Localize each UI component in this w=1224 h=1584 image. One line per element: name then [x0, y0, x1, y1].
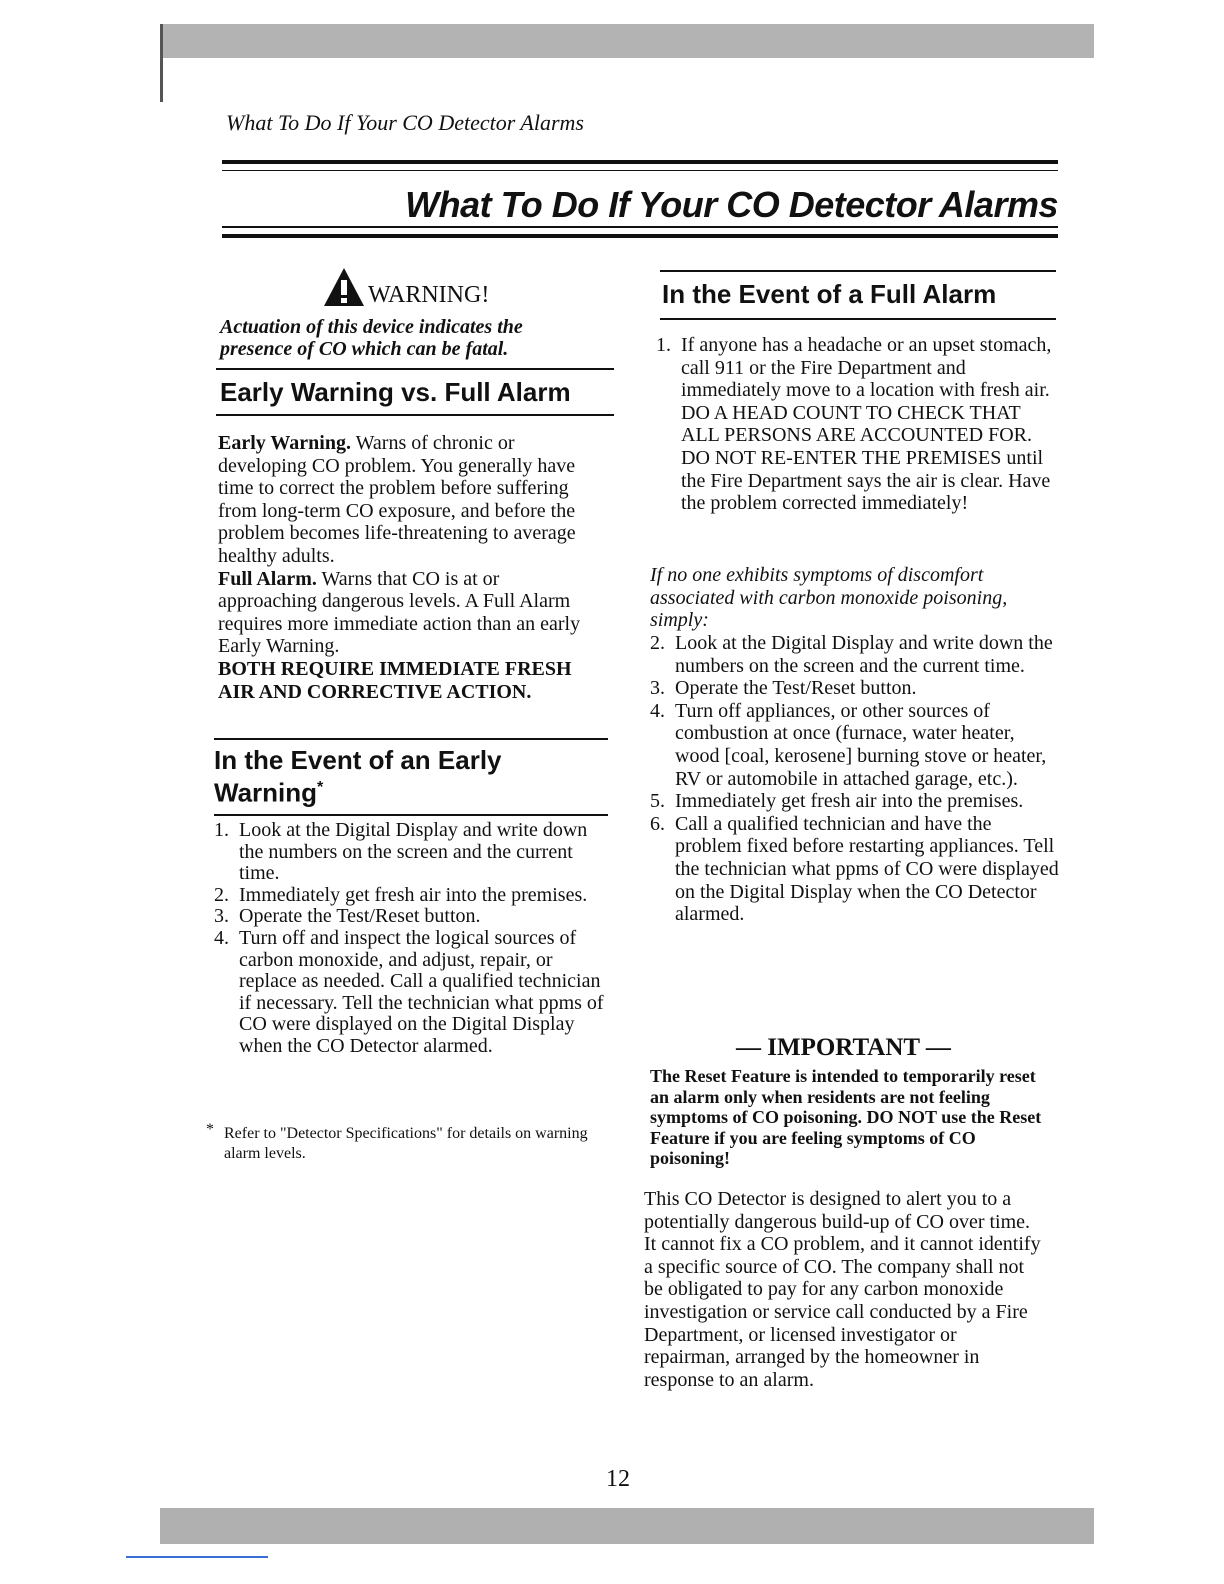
list-item: 2. Look at the Digital Display and write down the numbers on the screen and the current time. — [650, 632, 1053, 677]
title-bottom-rule-thick — [222, 234, 1058, 238]
full-event-bottom-rule — [660, 318, 1056, 320]
title-bottom-rule — [222, 226, 1058, 228]
footnote — [206, 1121, 606, 1164]
list-item: 1. If anyone has a headache or an upset stomach, call 911 or the Fire Department and immediately move to a location with fresh air. DO A HEAD COUNT TO CHECK THAT ALL PERSONS ARE ACCOUNTED FOR. DO NOT RE-ENTER THE PREMISES until the Fire Department says the air is clear. Have the problem corrected immediately! — [656, 334, 1052, 515]
full-alarm-text: Warns that CO is at or approaching dangerous levels. A Full Alarm requires more immediate action than an early Early Warning. — [218, 567, 581, 658]
early-event-top-rule — [214, 738, 608, 740]
footnote-text: Refer to "Detector Specifications" for details on warning alarm levels. — [224, 1125, 588, 1162]
early-event-heading-text: In the Event of an Early Warning — [214, 745, 502, 808]
list-item: 4. Turn off appliances, or other sources of combustion at once (furnace, water heater, wood [coal, kerosene] burning stove or heater, RV or automobile in attached garage, etc.). — [650, 699, 1047, 790]
early-warning-term: Early Warning. — [218, 432, 351, 454]
list-item: 1. Look at the Digital Display and write down the numbers on the screen and the current time. — [214, 819, 588, 885]
warning-triangle-icon — [322, 266, 366, 308]
title-top-rule — [222, 160, 1058, 164]
early-event-steps — [214, 820, 608, 1058]
important-bold-text: The Reset Feature is intended to temporarily reset an alarm only when residents are not feeling symptoms of CO poisoning. DO NOT use the Reset Feature if you are feeling symptoms of CO poisoning! — [650, 1066, 1042, 1168]
full-event-step-1 — [656, 334, 1056, 515]
both-require-text: BOTH REQUIRE IMMEDIATE FRESH AIR AND CORRECTIVE ACTION. — [218, 657, 572, 703]
page-title: What To Do If Your CO Detector Alarms — [405, 184, 1058, 225]
full-event-interlude: If no one exhibits symptoms of discomfort associated with carbon monoxide poisoning, simply: — [650, 564, 1008, 632]
early-vs-full-rule — [216, 414, 614, 416]
scan-bottom-bar — [160, 1508, 1094, 1544]
list-item: 3. Operate the Test/Reset button. — [650, 677, 917, 700]
full-alarm-term: Full Alarm. — [218, 567, 317, 590]
early-event-heading — [214, 746, 594, 807]
list-item: 5. Immediately get fresh air into the premises. — [650, 790, 1024, 813]
list-item: 4. Turn off and inspect the logical sources of carbon monoxide, and adjust, repair, or replace as needed. Call a qualified technician if necessary. Tell the technician what ppms of CO were displayed on the Digital Display when the CO Detector alarmed. — [214, 926, 604, 1057]
bottom-link-line — [126, 1556, 268, 1558]
warning-rule — [216, 368, 614, 370]
important-heading: — IMPORTANT — — [736, 1034, 951, 1061]
full-event-top-rule — [660, 270, 1056, 272]
important-body: This CO Detector is designed to alert you to a potentially dangerous build-up of CO over time. It cannot fix a CO problem, and it cannot identify a specific source of CO. The company shall not be obligated to pay for any carbon monoxide investigation or service call conducted by a Fire Department, or licensed investigator or repairman, arranged by the homeowner in response to an alarm. — [644, 1188, 1041, 1391]
full-event-heading: In the Event of a Full Alarm — [662, 279, 997, 309]
early-event-bottom-rule — [214, 814, 608, 816]
warning-heading — [322, 258, 489, 308]
early-vs-full-heading: Early Warning vs. Full Alarm — [220, 377, 571, 407]
running-head: What To Do If Your CO Detector Alarms — [226, 110, 584, 135]
footnote-mark: * — [206, 1121, 214, 1138]
page-number: 12 — [606, 1466, 630, 1492]
list-item: 3. Operate the Test/Reset button. — [214, 905, 481, 928]
warning-label: WARNING! — [368, 282, 490, 308]
scan-left-edge — [160, 24, 163, 102]
title-top-rule-thin — [222, 170, 1058, 171]
list-item: 6. Call a qualified technician and have the problem fixed before restarting appliances. Tell the technician what ppms of CO were displayed on the Digital Display when the CO Detector alarmed. — [650, 812, 1059, 926]
early-warning-text: Warns of chronic or developing CO problem. You generally have time to correct the problem before suffering from long-term CO exposure, and before the problem becomes life-threatening to average healthy adults. — [218, 432, 576, 567]
early-event-heading-mark: * — [317, 779, 324, 796]
full-event-steps — [650, 632, 1060, 926]
early-vs-full-body — [218, 432, 598, 703]
list-item: 2. Immediately get fresh air into the premises. — [214, 883, 588, 906]
warning-text: Actuation of this device indicates the presence of CO which can be fatal. — [220, 316, 523, 360]
scan-top-bar — [160, 24, 1094, 58]
